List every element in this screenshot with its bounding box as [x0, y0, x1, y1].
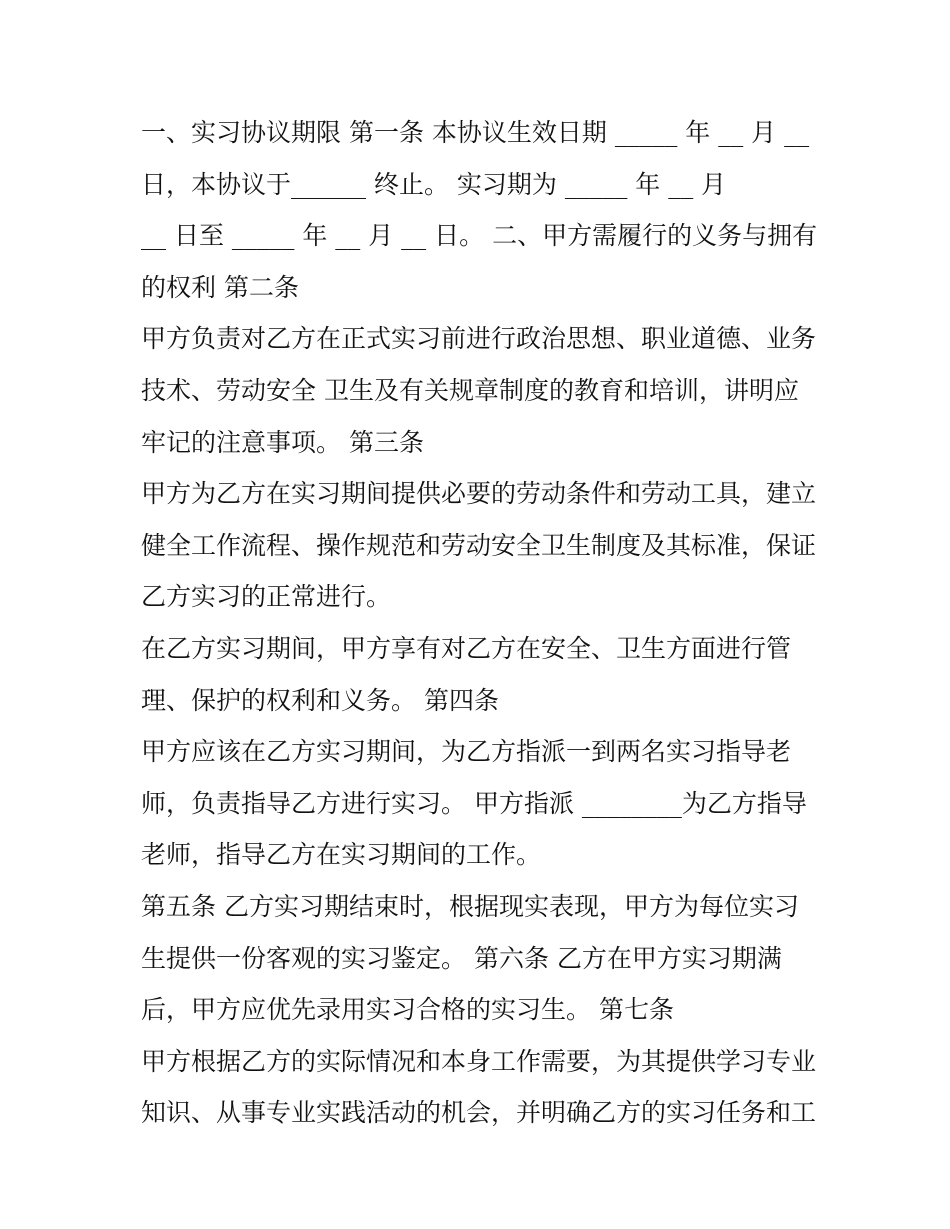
- text-line: 师，负责指导乙方进行实习。 甲方指派 ________为乙方指导: [141, 788, 807, 818]
- text-line: 一、实习协议期限 第一条 本协议生效日期 _____ 年 __ 月 __: [141, 118, 810, 147]
- text-line: 牢记的注意事项。 第三条: [141, 427, 424, 457]
- text-line: 老师，指导乙方在实习期间的工作。: [141, 840, 542, 870]
- text-line: 生提供一份客观的实习鉴定。 第六条 乙方在甲方实习期满: [141, 943, 782, 973]
- text-line: 日，本协议于______ 终止。 实习期为 _____ 年 __ 月: [141, 169, 727, 199]
- text-line: 甲方负责对乙方在正式实习前进行政治思想、职业道德、业务: [141, 324, 817, 354]
- text-line: 后，甲方应优先录用实习合格的实习生。 第七条: [141, 995, 674, 1025]
- text-line: 乙方实习的正常进行。: [141, 582, 392, 612]
- text-line: 技术、劳动安全 卫生及有关规章制度的教育和培训，讲明应: [141, 375, 799, 405]
- text-line: 第五条 乙方实习期结束时，根据现实表现，甲方为每位实习: [141, 891, 799, 921]
- agreement-text: [141, 107, 821, 1139]
- text-line: 在乙方实习期间，甲方享有对乙方在安全、卫生方面进行管: [141, 633, 792, 663]
- text-line: 的权利 第二条: [141, 272, 299, 302]
- text-line: 健全工作流程、操作规范和劳动安全卫生制度及其标准，保证: [141, 530, 817, 560]
- text-line: __ 日至 _____ 年 __ 月 __ 日。 二、甲方需履行的义务与拥有: [141, 221, 818, 251]
- text-line: 理、保护的权利和义务。 第四条: [141, 685, 499, 715]
- text-line: 知识、从事专业实践活动的机会，并明确乙方的实习任务和工: [141, 1098, 817, 1128]
- text-line: 甲方为乙方在实习期间提供必要的劳动条件和劳动工具，建立: [141, 479, 817, 509]
- text-line: 甲方根据乙方的实际情况和本身工作需要，为其提供学习专业: [141, 1046, 817, 1076]
- text-line: 甲方应该在乙方实习期间，为乙方指派一到两名实习指导老: [141, 737, 792, 767]
